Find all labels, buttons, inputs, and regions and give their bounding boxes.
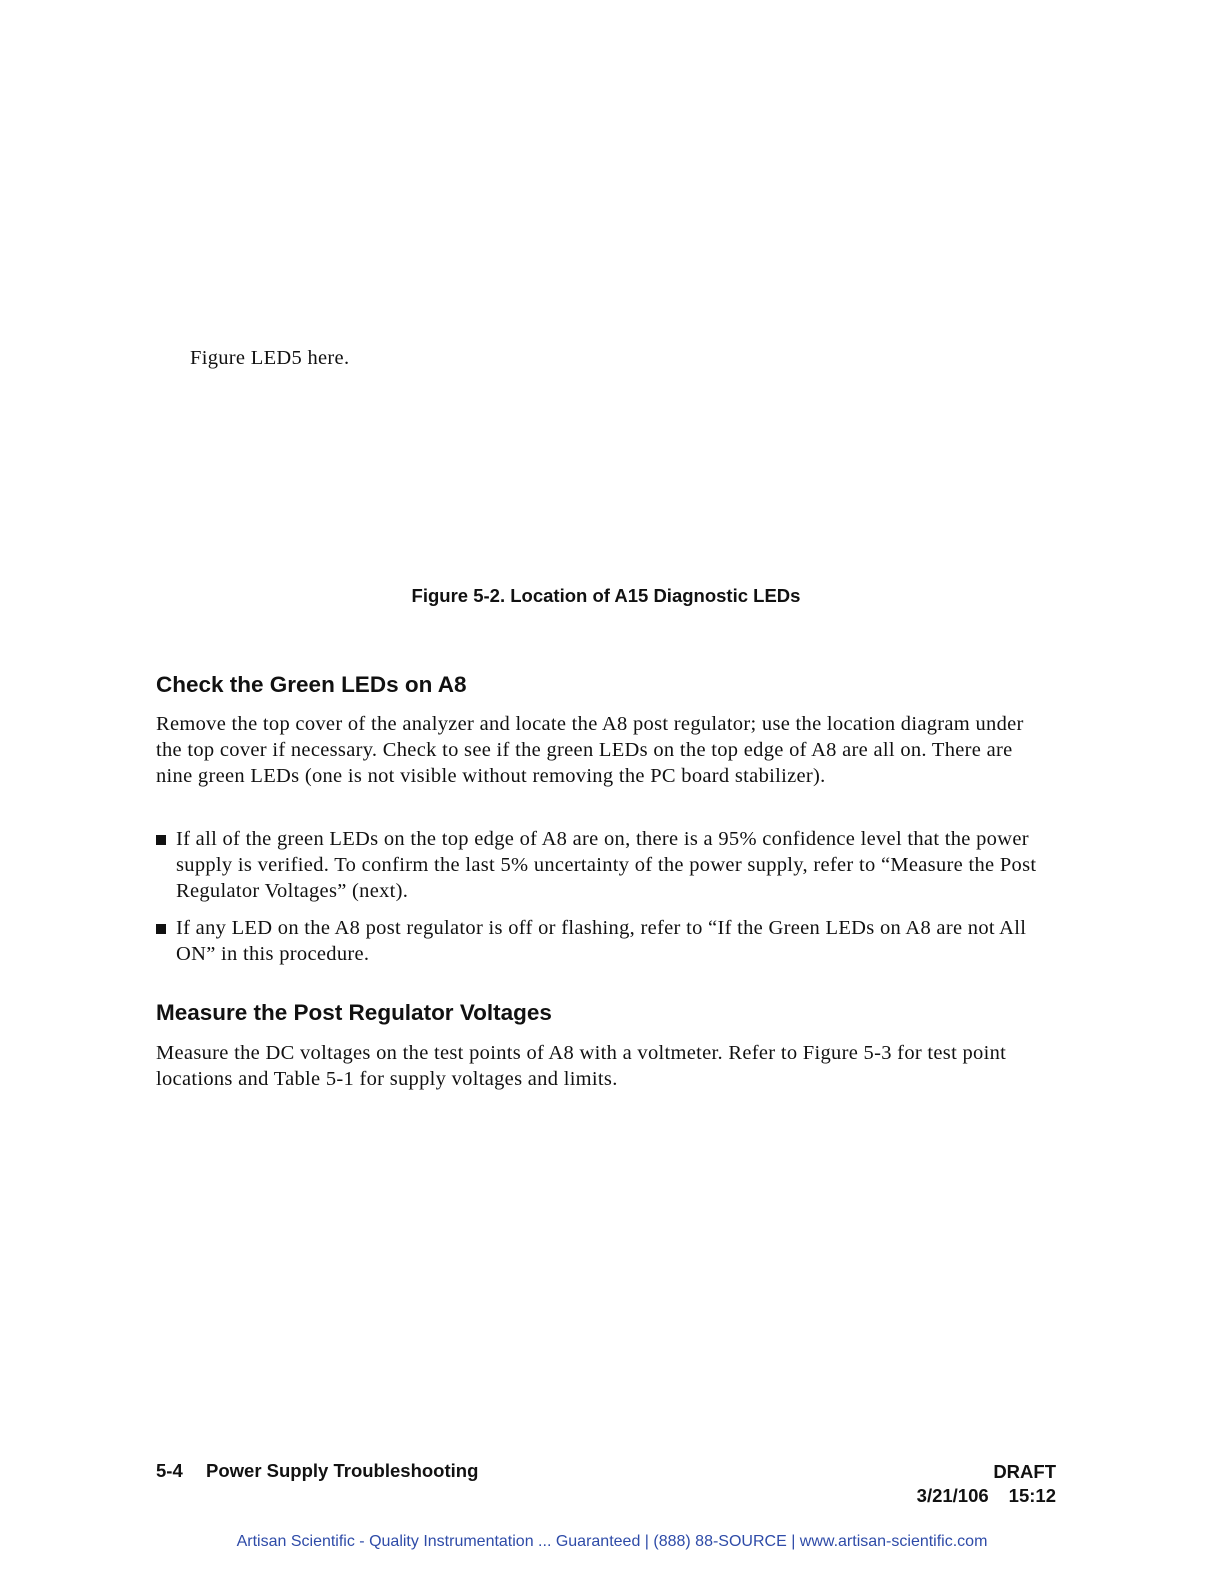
page-number: 5-4 <box>156 1460 183 1481</box>
footer-date: 3/21/106 <box>916 1485 989 1506</box>
list-item <box>156 915 1046 967</box>
bullet-square-icon <box>156 835 166 845</box>
footer-timestamp <box>917 1484 1056 1508</box>
list-item <box>156 826 1046 904</box>
section-heading-measure-voltages: Measure the Post Regulator Voltages <box>156 1000 552 1025</box>
page-footer-right <box>917 1460 1056 1508</box>
section-paragraph-measure-voltages: Measure the DC voltages on the test points of A8 with a voltmeter. Refer to Figure 5-3 for test point locations and Table 5-1 for supply voltages and limits. <box>156 1042 1007 1090</box>
page-footer-left <box>156 1460 478 1482</box>
list-item-text: If all of the green LEDs on the top edge of A8 are on, there is a 95% confidence level that the power supply is verified. To confirm the last 5% uncertainty of the power supply, refer to “Measure the Post Regulator Voltages” (next). <box>176 828 1037 902</box>
footer-time: 15:12 <box>1008 1485 1056 1506</box>
figure-placeholder-text: Figure LED5 here. <box>190 347 350 369</box>
vendor-watermark: Artisan Scientific - Quality Instrumentation ... Guaranteed | (888) 88-SOURCE | www.artisan-scientific.com <box>236 1533 988 1550</box>
chapter-title: Power Supply Troubleshooting <box>206 1460 479 1481</box>
section-heading-check-leds: Check the Green LEDs on A8 <box>156 672 467 697</box>
draft-label: DRAFT <box>993 1461 1056 1482</box>
list-item-text: If any LED on the A8 post regulator is off or flashing, refer to “If the Green LEDs on A8 are not All ON” in this procedure. <box>176 917 1027 965</box>
figure-caption: Figure 5-2. Location of A15 Diagnostic LEDs <box>411 585 801 606</box>
bullet-square-icon <box>156 924 166 934</box>
section-paragraph-check-leds: Remove the top cover of the analyzer and locate the A8 post regulator; use the location diagram under the top cover if necessary. Check to see if the green LEDs on the top edge of A8 are all on. There are nine green LEDs (one is not visible without removing the PC board stabilizer). <box>156 713 1024 787</box>
